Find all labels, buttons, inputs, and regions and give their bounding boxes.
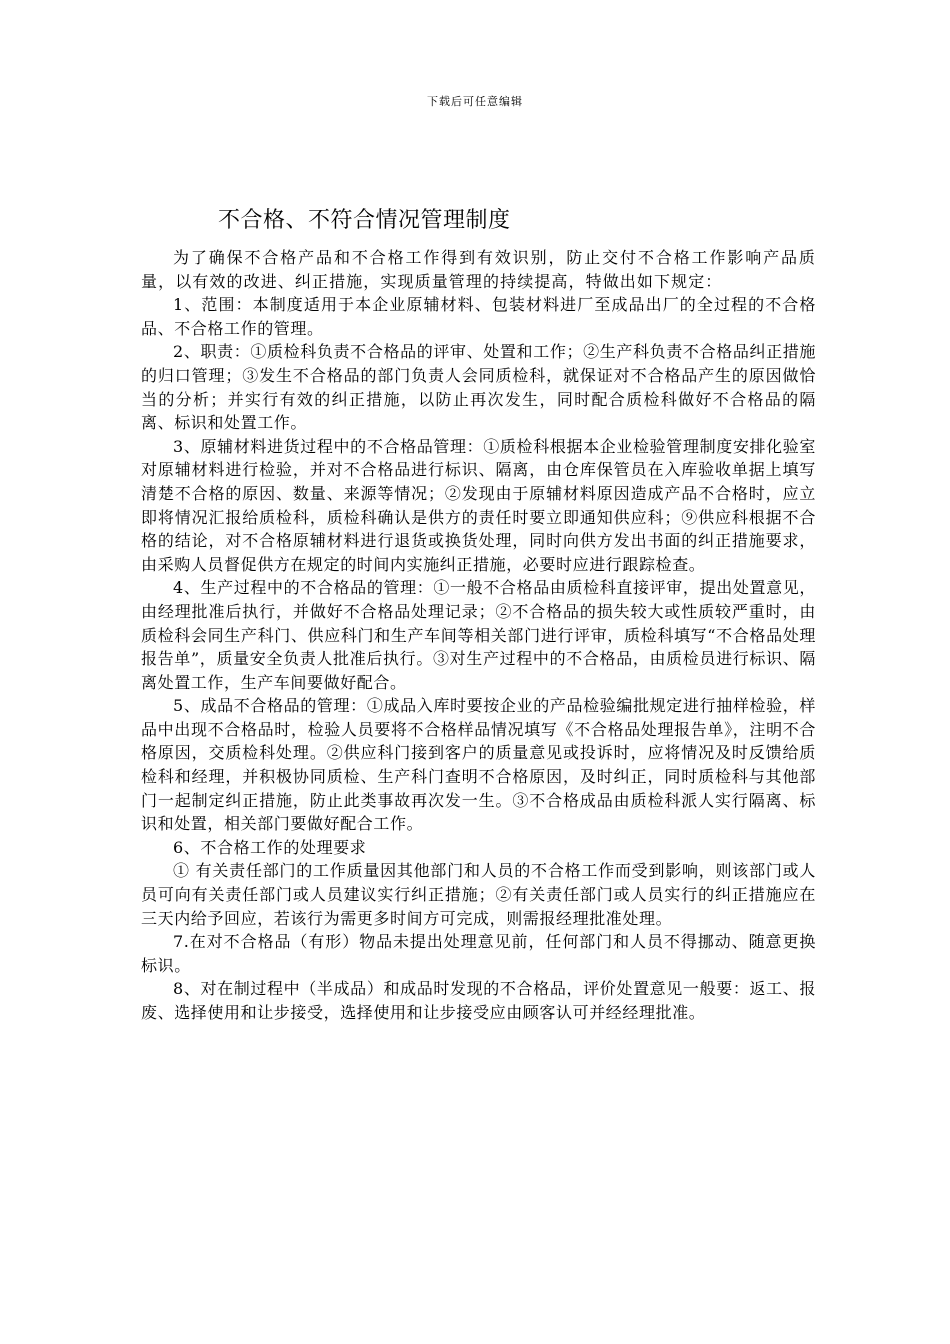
document-title: 不合格、不符合情况管理制度	[218, 208, 511, 233]
paragraph-disposition: 8、对在制过程中（半成品）和成品时发现的不合格品，评价处置意见一般要：返工、报废、选择使用和让步接受，选择使用和让步接受应由顾客认可并经经理批准。	[141, 979, 816, 1022]
paragraph-incoming-materials: 3、原辅材料进货过程中的不合格品管理：①质检科根据本企业检验管理制度安排化验室对原辅材料进行检验，并对不合格品进行标识、隔离，由仓库保管员在入库验收单据上填写清楚不合格的原因、数量、来源等情况；②发现由于原辅材料原因造成产品不合格时，应立即将情况汇报给质检科，质检科确认是供方的责任时要立即通知供应科；⑨供应科根据不合格的结论，对不合格原辅材料进行退货或换货处理，同时向供方发出书面的纠正措施要求，由采购人员督促供方在规定的时间内实施纠正措施，必要时应进行跟踪检查。	[141, 436, 816, 574]
paragraph-work-handling-heading: 6、不合格工作的处理要求	[173, 837, 367, 857]
paragraph-finished-products: 5、成品不合格品的管理：①成品入库时要按企业的产品检验编批规定进行抽样检验，样品中出现不合格品时，检验人员要将不合格样品情况填写《不合格品处理报告单》，注明不合格原因，交质检科处理。②供应科门接到客户的质量意见或投诉时，应将情况及时反馈给质检科和经理，并积极协同质检、生产科门查明不合格原因，及时纠正，同时质检科与其他部门一起制定纠正措施，防止此类事故再次发一生。③不合格成品由质检科派人实行隔离、标识和处置，相关部门要做好配合工作。	[141, 696, 816, 834]
paragraph-scope: 1、范围：本制度适用于本企业原辅材料、包装材料进厂至成品出厂的全过程的不合格品、不合格工作的管理。	[141, 295, 816, 338]
paragraph-responsibilities: 2、职责：①质检科负责不合格品的评审、处置和工作；②生产科负责不合格品纠正措施的归口管理；③发生不合格品的部门负责人会同质检科，就保证对不合格品产生的原因做恰当的分析；并实行有效的纠正措施，以防止再次发生，同时配合质检科做好不合格品的隔离、标识和处置工作。	[141, 342, 816, 433]
paragraph-work-handling: ① 有关责任部门的工作质量因其他部门和人员的不合格工作而受到影响，则该部门或人员可向有关责任部门或人员建议实行纠正措施；②有关责任部门或人员实行的纠正措施应在三天内给予回应，若该行为需更多时间方可完成，则需报经理批准处理。	[141, 861, 816, 928]
page-header: 下载后可任意编辑	[427, 95, 523, 108]
document-body	[141, 246, 816, 1025]
paragraph-intro: 为了确保不合格产品和不合格工作得到有效识别，防止交付不合格工作影响产品质量，以有效的改进、纠正措施，实现质量管理的持续提高，特做出如下规定：	[141, 248, 816, 291]
paragraph-no-moving: 7.在对不合格品（有形）物品未提出处理意见前，任何部门和人员不得挪动、随意更换标识。	[141, 932, 816, 975]
paragraph-production-process: 4、生产过程中的不合格品的管理：①一般不合格品由质检科直接评审，提出处置意见，由经理批准后执行，并做好不合格品处理记录；②不合格品的损失较大或性质较严重时，由质检科会同生产科门、供应科门和生产车间等相关部门进行评审，质检科填写“不合格品处理报告单”，质量安全负责人批准后执行。③对生产过程中的不合格品，由质检员进行标识、隔离处置工作，生产车间要做好配合。	[141, 578, 816, 692]
